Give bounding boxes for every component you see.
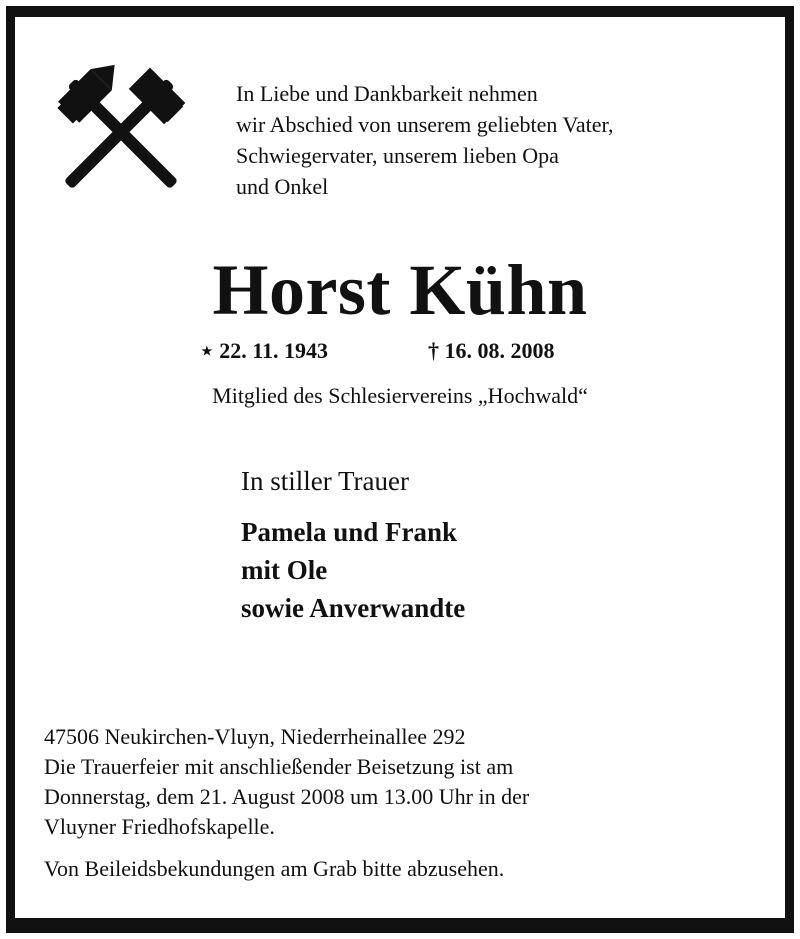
intro-line: wir Abschied von unserem geliebten Vater, bbox=[236, 112, 614, 137]
intro-line: und Onkel bbox=[236, 174, 329, 199]
ceremony-line: Donnerstag, dem 21. August 2008 um 13.00 Uhr in der bbox=[44, 784, 530, 809]
mourner-line: sowie Anverwandte bbox=[241, 593, 466, 623]
footer-info bbox=[44, 722, 529, 884]
intro-text bbox=[236, 78, 614, 202]
deceased-name: Horst Kühn bbox=[212, 250, 588, 330]
crossed-hammers-icon bbox=[38, 52, 204, 212]
mourner-line: Pamela und Frank bbox=[241, 517, 458, 547]
closing-note: Von Beileidsbekundungen am Grab bitte abzusehen. bbox=[44, 856, 505, 881]
birth-date: ⋆ 22. 11. 1943 bbox=[200, 338, 329, 363]
ceremony-line: Vluyner Friedhofskapelle. bbox=[44, 814, 275, 839]
intro-line: Schwiegervater, unserem lieben Opa bbox=[236, 143, 559, 168]
mourners-list bbox=[241, 513, 465, 627]
mourning-heading: In stiller Trauer bbox=[241, 466, 409, 496]
intro-line: In Liebe und Dankbarkeit nehmen bbox=[236, 81, 538, 106]
death-date: † 16. 08. 2008 bbox=[428, 338, 555, 363]
ceremony-line: Die Trauerfeier mit anschließender Beisetzung ist am bbox=[44, 754, 514, 779]
address: 47506 Neukirchen-Vluyn, Niederrheinallee 292 bbox=[44, 724, 466, 749]
membership-line: Mitglied des Schlesiervereins „Hochwald“ bbox=[212, 383, 588, 408]
mourner-line: mit Ole bbox=[241, 555, 328, 585]
